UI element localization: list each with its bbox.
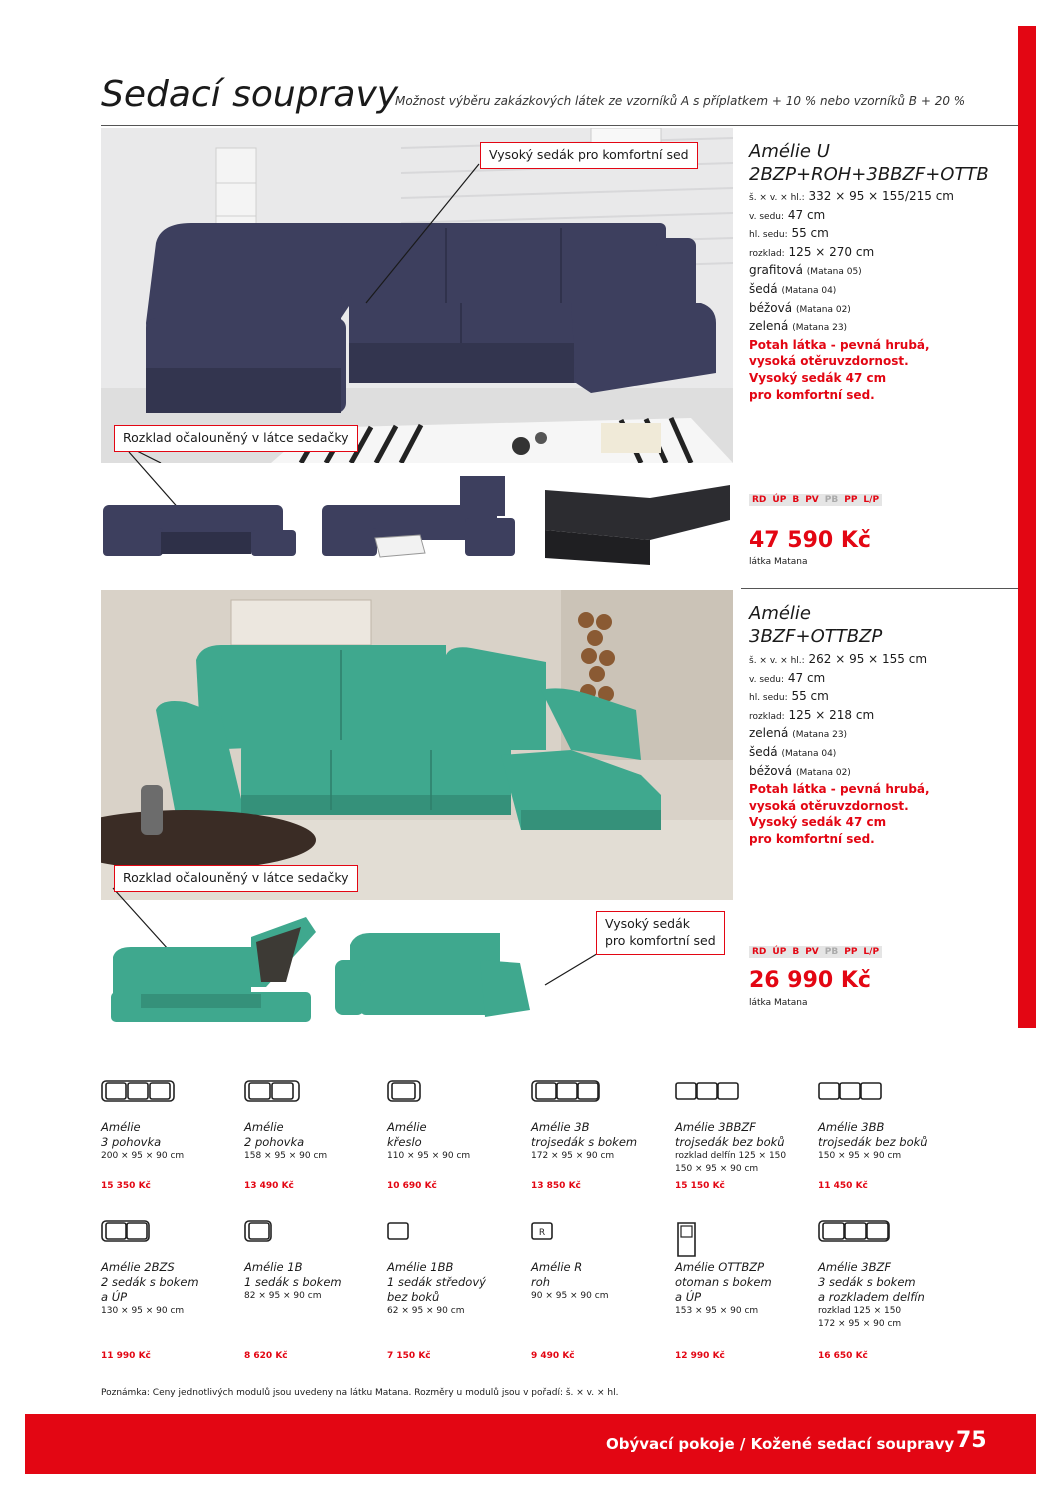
module-dims: rozklad delfín 125 × 150	[675, 1151, 787, 1161]
product2-color-0: zelená (Matana 23)	[749, 726, 848, 741]
module-price: 7 150 Kč	[387, 1351, 431, 1361]
product2-color-1: šedá (Matana 04)	[749, 744, 837, 759]
module-name: Amélie 3BZF	[818, 1260, 891, 1274]
module-icon	[101, 1080, 181, 1104]
module-dims: 82 × 95 × 90 cm	[244, 1291, 322, 1301]
product1-thumb-open	[101, 490, 301, 565]
module-dims: 172 × 95 × 90 cm	[531, 1151, 615, 1161]
module-name: Amélie	[387, 1120, 427, 1134]
product1-feature-0: Potah látka - pevná hrubá,	[749, 337, 930, 352]
module-dims: 90 × 95 × 90 cm	[531, 1291, 609, 1301]
module-dims: rozklad 125 × 150	[818, 1306, 902, 1316]
title-divider	[101, 125, 1018, 126]
product2-callout-bed: Rozklad očalouněný v látce sedačky	[114, 865, 358, 892]
tag-lp: L/P	[860, 494, 882, 506]
product1-price-note: látka Matana	[749, 557, 808, 567]
module-dims: 130 × 95 × 90 cm	[101, 1306, 185, 1316]
module-icon-wrap	[675, 1080, 815, 1102]
product2-seat-height: v. sedu: 47 cm	[749, 670, 826, 685]
product2-thumb-open	[101, 912, 321, 1032]
module-type: 2 pohovka	[244, 1135, 305, 1149]
module-name: Amélie	[101, 1120, 141, 1134]
product2-callout-seat-line1: Vysoký sedák	[605, 916, 690, 931]
module-type: trojsedák s bokem	[531, 1135, 638, 1149]
module-item	[531, 1220, 671, 1365]
tag-pp: PP	[841, 494, 860, 506]
page-subtitle: Možnost výběru zakázkových látek ze vzorníků A s příplatkem + 10 % nebo vzorníků B + 20 %	[395, 94, 966, 108]
tag-rd: RD	[749, 946, 769, 958]
product1-callout-seat: Vysoký sedák pro komfortní sed	[480, 142, 698, 169]
module-icon	[818, 1220, 898, 1244]
product2-feature-2: Vysoký sedák 47 cm	[749, 815, 887, 830]
tag-up: ÚP	[769, 946, 789, 958]
module-name: Amélie 1BB	[387, 1260, 454, 1274]
module-icon	[531, 1080, 611, 1104]
module-item	[244, 1220, 384, 1365]
module-icon-wrap	[818, 1080, 958, 1102]
module-dims: 110 × 95 × 90 cm	[387, 1151, 471, 1161]
product2-feature-1: vysoká otěruvzdornost.	[749, 798, 909, 813]
page-title: Sedací soupravy	[101, 74, 399, 115]
product1-callout-lines	[101, 128, 733, 463]
product2-name-line2: 3BZF+OTTBZP	[749, 626, 883, 648]
product-divider	[741, 588, 1018, 589]
module-dims: 172 × 95 × 90 cm	[818, 1318, 902, 1329]
module-price: 8 620 Kč	[244, 1351, 288, 1361]
module-price: 13 490 Kč	[244, 1181, 294, 1191]
module-type: 1 sedák s bokem	[244, 1275, 342, 1289]
product2-bed: rozklad: 125 × 218 cm	[749, 707, 875, 722]
module-icon-wrap	[244, 1080, 384, 1102]
tag-pb: PB	[822, 946, 841, 958]
product2-name	[749, 602, 882, 649]
product1-feature-3: pro komfortní sed.	[749, 387, 875, 402]
module-type: křeslo	[387, 1135, 422, 1149]
module-dims: 200 × 95 × 90 cm	[101, 1151, 185, 1161]
module-price: 9 490 Kč	[531, 1351, 575, 1361]
module-item	[387, 1080, 527, 1195]
tag-pv: PV	[802, 946, 822, 958]
module-name: Amélie R	[531, 1260, 583, 1274]
product2-price: 26 990 Kč	[749, 968, 871, 993]
product1-seat-height: v. sedu: 47 cm	[749, 207, 826, 222]
module-price: 15 350 Kč	[101, 1181, 151, 1191]
product2-feature-0: Potah látka - pevná hrubá,	[749, 782, 930, 797]
product1-color-0: grafitová (Matana 05)	[749, 263, 862, 278]
module-icon	[531, 1220, 611, 1244]
module-type: otoman s bokem	[675, 1275, 772, 1289]
module-icon-wrap	[387, 1080, 527, 1102]
module-name: Amélie OTTBZP	[675, 1260, 765, 1274]
module-icon-wrap	[101, 1220, 241, 1242]
tag-b: B	[789, 494, 802, 506]
module-type-extra: a ÚP	[101, 1290, 128, 1304]
product1-thumb-back	[540, 480, 732, 565]
module-type: 3 pohovka	[101, 1135, 162, 1149]
module-icon-wrap	[101, 1080, 241, 1102]
product2-seat-depth: hl. sedu: 55 cm	[749, 689, 829, 704]
module-icon	[244, 1220, 324, 1244]
module-type: 2 sedák s bokem	[101, 1275, 199, 1289]
product2-main-photo	[101, 590, 733, 900]
product1-name-line2: 2BZP+ROH+3BBZF+OTTB	[749, 164, 989, 186]
module-name: Amélie	[244, 1120, 284, 1134]
module-type: 1 sedák středový	[387, 1275, 486, 1289]
module-type: trojsedák bez boků	[675, 1135, 785, 1149]
product1-color-2: béžová (Matana 02)	[749, 300, 851, 315]
module-price: 10 690 Kč	[387, 1181, 437, 1191]
product1-thumb-storage	[320, 473, 520, 565]
module-dims: 153 × 95 × 90 cm	[675, 1306, 759, 1316]
module-name: Amélie 3BBZF	[675, 1120, 756, 1134]
product1-callout-bed: Rozklad očalouněný v látce sedačky	[114, 425, 358, 452]
product2-dims: š. × v. × hl.: 262 × 95 × 155 cm	[749, 652, 928, 666]
module-icon-wrap	[244, 1220, 384, 1242]
module-icon-wrap	[675, 1220, 815, 1242]
module-dims: 150 × 95 × 90 cm	[675, 1163, 759, 1174]
module-name: Amélie 2BZS	[101, 1260, 175, 1274]
module-icon-wrap	[818, 1220, 958, 1242]
module-name: Amélie 1B	[244, 1260, 303, 1274]
product2-name-line1: Amélie	[749, 603, 811, 624]
product1-seat-depth: hl. sedu: 55 cm	[749, 226, 829, 241]
footer-section: Obývací pokoje / Kožené sedací soupravy	[606, 1435, 955, 1453]
module-icon-wrap	[531, 1080, 671, 1102]
module-price: 13 850 Kč	[531, 1181, 581, 1191]
product1-dims: š. × v. × hl.: 332 × 95 × 155/215 cm	[749, 189, 954, 203]
product1-option-tags	[749, 494, 882, 506]
tag-pv: PV	[802, 494, 822, 506]
page-number: 75	[956, 1428, 987, 1453]
tag-rd: RD	[749, 494, 769, 506]
module-item	[675, 1220, 815, 1365]
product2-specs	[749, 651, 1009, 848]
product1-color-1: šedá (Matana 04)	[749, 281, 837, 296]
module-item	[818, 1220, 958, 1365]
product2-option-tags	[749, 946, 882, 958]
product1-price: 47 590 Kč	[749, 528, 871, 553]
product2-feature-3: pro komfortní sed.	[749, 831, 875, 846]
module-type: trojsedák bez boků	[818, 1135, 928, 1149]
module-type: 3 sedák s bokem	[818, 1275, 916, 1289]
product2-callout-seat	[596, 911, 725, 955]
module-type-extra: a ÚP	[675, 1290, 702, 1304]
tag-pp: PP	[841, 946, 860, 958]
module-price: 11 450 Kč	[818, 1181, 868, 1191]
module-dims: 62 × 95 × 90 cm	[387, 1306, 465, 1316]
modules-note: Poznámka: Ceny jednotlivých modulů jsou uvedeny na látku Matana. Rozměry u modulů jsou v pořadí: š. × v. × hl.	[101, 1388, 619, 1398]
module-type-extra: a rozkladem delfín	[818, 1290, 925, 1304]
module-item	[818, 1080, 958, 1195]
module-dims: 150 × 95 × 90 cm	[818, 1151, 902, 1161]
module-icon	[675, 1220, 755, 1260]
product1-name-line1: Amélie U	[749, 141, 830, 162]
module-item	[675, 1080, 815, 1195]
product2-thumb-closed	[330, 925, 530, 1030]
svg-text:R: R	[538, 1228, 546, 1238]
module-icon	[244, 1080, 324, 1104]
product1-name	[749, 140, 989, 187]
module-icon	[675, 1080, 755, 1104]
product1-specs	[749, 188, 1009, 403]
module-type-extra: bez boků	[387, 1290, 440, 1304]
tag-lp: L/P	[860, 946, 882, 958]
tag-pb: PB	[822, 494, 841, 506]
module-name: Amélie 3BB	[818, 1120, 885, 1134]
module-icon	[387, 1220, 467, 1244]
tag-b: B	[789, 946, 802, 958]
module-name: Amélie 3B	[531, 1120, 590, 1134]
module-icon-wrap	[531, 1220, 671, 1242]
tag-up: ÚP	[769, 494, 789, 506]
module-icon	[387, 1080, 467, 1104]
module-price: 12 990 Kč	[675, 1351, 725, 1361]
module-item	[101, 1080, 241, 1195]
side-accent-bar	[1018, 26, 1036, 1028]
module-icon	[818, 1080, 898, 1104]
module-item	[101, 1220, 241, 1365]
module-price: 11 990 Kč	[101, 1351, 151, 1361]
product2-color-2: béžová (Matana 02)	[749, 763, 851, 778]
module-item	[531, 1080, 671, 1195]
module-price: 15 150 Kč	[675, 1181, 725, 1191]
product2-price-note: látka Matana	[749, 998, 808, 1008]
product1-bed: rozklad: 125 × 270 cm	[749, 244, 875, 259]
product1-feature-2: Vysoký sedák 47 cm	[749, 370, 887, 385]
product1-feature-1: vysoká otěruvzdornost.	[749, 354, 909, 369]
module-item	[244, 1080, 384, 1195]
module-icon	[101, 1220, 181, 1244]
module-price: 16 650 Kč	[818, 1351, 868, 1361]
product2-callout-seat-line2: pro komfortní sed	[605, 932, 716, 948]
product1-color-3: zelená (Matana 23)	[749, 319, 848, 334]
module-type: roh	[531, 1275, 551, 1289]
module-item	[387, 1220, 527, 1365]
module-dims: 158 × 95 × 90 cm	[244, 1151, 328, 1161]
module-icon-wrap	[387, 1220, 527, 1242]
